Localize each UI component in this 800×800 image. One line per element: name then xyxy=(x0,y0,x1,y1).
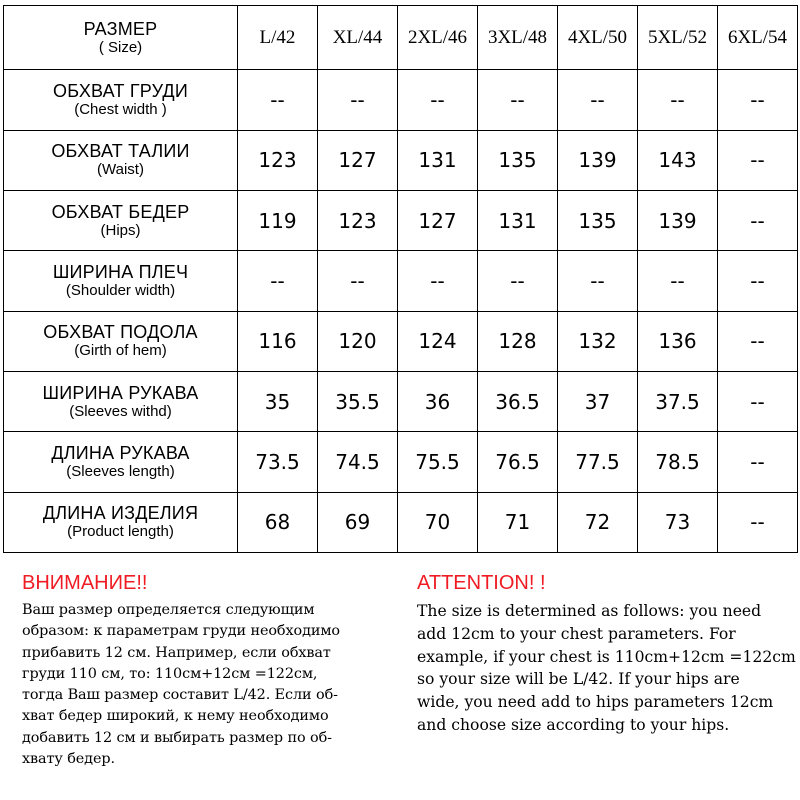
measurement-label xyxy=(4,492,238,552)
measurement-value: 74.5 xyxy=(318,432,398,492)
measurement-value: 35.5 xyxy=(318,371,398,431)
measurement-label xyxy=(4,371,238,431)
notice-line: тогда Ваш размер составит L/42. Если об- xyxy=(22,687,338,704)
measurement-value: -- xyxy=(718,371,798,431)
measurement-value: 131 xyxy=(478,191,558,251)
notice-ru xyxy=(22,568,407,770)
notice-ru-body xyxy=(22,600,407,770)
size-column-header: 5XL/52 xyxy=(638,6,718,70)
measurement-row xyxy=(4,492,798,552)
measurement-row xyxy=(4,130,798,190)
measurement-row xyxy=(4,251,798,311)
size-column-header: XL/44 xyxy=(318,6,398,70)
measurement-label-ru: ШИРИНА РУКАВА xyxy=(42,382,199,403)
notice-en-title: ATTENTION! ! xyxy=(417,572,546,594)
measurement-label xyxy=(4,130,238,190)
measurement-value: 37.5 xyxy=(638,371,718,431)
size-column-header: 2XL/46 xyxy=(398,6,478,70)
size-chart-table xyxy=(3,5,798,553)
measurement-value: 77.5 xyxy=(558,432,638,492)
measurement-value: 120 xyxy=(318,311,398,371)
measurement-value: 72 xyxy=(558,492,638,552)
measurement-value: 78.5 xyxy=(638,432,718,492)
measurement-value: 124 xyxy=(398,311,478,371)
measurement-row xyxy=(4,432,798,492)
measurement-value: 36 xyxy=(398,371,478,431)
measurement-value: -- xyxy=(318,251,398,311)
size-column-header: 4XL/50 xyxy=(558,6,638,70)
measurement-label-en: (Shoulder width) xyxy=(65,282,176,299)
notice-line: and choose size according to your hips. xyxy=(417,715,730,734)
size-label-en: ( Size) xyxy=(98,38,143,56)
measurement-value: -- xyxy=(478,70,558,130)
measurement-label-ru: ОБХВАТ ТАЛИИ xyxy=(51,141,190,162)
notice-en-body xyxy=(417,600,797,737)
measurement-label xyxy=(4,191,238,251)
notice-line: add 12cm to your chest parameters. For xyxy=(417,624,736,643)
notice-line: Ваш размер определяется следующим xyxy=(22,602,315,618)
measurement-value: -- xyxy=(718,70,798,130)
measurement-row xyxy=(4,311,798,371)
measurement-label xyxy=(4,70,238,130)
measurement-label-ru: ОБХВАТ БЕДЕР xyxy=(51,201,190,222)
measurement-label-en: (Sleeves withd) xyxy=(69,402,172,420)
measurement-value: 135 xyxy=(478,130,558,190)
measurement-value: 135 xyxy=(558,191,638,251)
notice-line: wide, you need add to hips parameters 12cm xyxy=(417,693,774,712)
measurement-value: -- xyxy=(398,70,478,130)
measurement-value: 73 xyxy=(638,492,718,552)
measurement-value: 73.5 xyxy=(238,432,318,492)
size-column-header: 6XL/54 xyxy=(718,6,798,70)
measurement-value: 123 xyxy=(318,191,398,251)
size-column-header: L/42 xyxy=(238,6,318,70)
measurement-value: 71 xyxy=(478,492,558,552)
measurement-value: 127 xyxy=(398,191,478,251)
measurement-value: 139 xyxy=(638,191,718,251)
measurement-label-ru: ДЛИНА ИЗДЕЛИЯ xyxy=(42,503,199,524)
measurement-label xyxy=(4,311,238,371)
notice-line: добавить 12 см и выбирать размер по об- xyxy=(22,729,332,746)
measurement-value: 136 xyxy=(638,311,718,371)
measurement-row xyxy=(4,191,798,251)
measurement-label-ru: ШИРИНА ПЛЕЧ xyxy=(52,262,189,282)
measurement-value: 76.5 xyxy=(478,432,558,492)
measurement-value: -- xyxy=(478,251,558,311)
measurement-label xyxy=(4,432,238,492)
measurement-value: -- xyxy=(558,251,638,311)
notice-en xyxy=(417,568,797,737)
measurement-value: 123 xyxy=(238,130,318,190)
measurement-value: -- xyxy=(718,492,798,552)
measurement-value: 128 xyxy=(478,311,558,371)
measurement-value: -- xyxy=(238,251,318,311)
notice-line: хват бедер широкий, к нему необходимо xyxy=(22,708,329,725)
size-column-header: 3XL/48 xyxy=(478,6,558,70)
measurement-value: -- xyxy=(718,130,798,190)
size-label-ru: РАЗМЕР xyxy=(83,18,158,39)
measurement-value: 139 xyxy=(558,130,638,190)
measurement-value: -- xyxy=(718,251,798,311)
measurement-value: 127 xyxy=(318,130,398,190)
measurement-row xyxy=(4,371,798,431)
measurement-value: 37 xyxy=(558,371,638,431)
measurement-row xyxy=(4,70,798,130)
measurement-value: 68 xyxy=(238,492,318,552)
measurement-label-en: (Sleeves length) xyxy=(66,462,175,480)
size-header-label xyxy=(4,6,238,70)
measurement-value: 36.5 xyxy=(478,371,558,431)
measurement-label-ru: ОБХВАТ ПОДОЛА xyxy=(43,322,198,343)
measurement-value: 119 xyxy=(238,191,318,251)
measurement-label-en: (Waist) xyxy=(97,161,144,179)
measurement-value: -- xyxy=(398,251,478,311)
notice-ru-title: ВНИМАНИЕ!! xyxy=(22,572,148,594)
measurement-value: 116 xyxy=(238,311,318,371)
measurement-value: -- xyxy=(718,432,798,492)
measurement-value: 75.5 xyxy=(398,432,478,492)
measurement-value: -- xyxy=(558,70,638,130)
measurement-value: 70 xyxy=(398,492,478,552)
measurement-value: 35 xyxy=(238,371,318,431)
measurement-value: 131 xyxy=(398,130,478,190)
measurement-value: -- xyxy=(718,191,798,251)
measurement-value: 69 xyxy=(318,492,398,552)
notice-line: прибавить 12 см. Например, если обхват xyxy=(22,644,331,661)
measurement-label-ru: ДЛИНА РУКАВА xyxy=(51,442,190,463)
notice-line: хвату бедер. xyxy=(22,751,115,768)
notice-line: образом: к параметрам груди необходимо xyxy=(22,623,340,640)
measurement-value: -- xyxy=(238,70,318,130)
notice-line: The size is determined as follows: you need xyxy=(417,602,762,620)
measurement-value: 132 xyxy=(558,311,638,371)
measurement-value: -- xyxy=(638,251,718,311)
notice-line: груди 110 см, то: 110см+12см =122см, xyxy=(22,665,318,682)
measurement-label-en: (Hips) xyxy=(100,221,141,239)
measurement-label-en: (Girth of hem) xyxy=(74,342,167,360)
notice-line: so your size will be L/42. If your hips are xyxy=(417,670,740,689)
measurement-label-en: (Chest width ) xyxy=(74,101,167,119)
measurement-value: -- xyxy=(638,70,718,130)
measurement-label-en: (Product length) xyxy=(67,523,174,541)
size-header-row xyxy=(4,6,798,70)
measurement-value: -- xyxy=(318,70,398,130)
measurement-label xyxy=(4,251,238,311)
notice-line: example, if your chest is 110cm+12cm =122cm xyxy=(417,647,796,666)
measurement-label-ru: ОБХВАТ ГРУДИ xyxy=(53,81,188,102)
measurement-value: -- xyxy=(718,311,798,371)
measurement-value: 143 xyxy=(638,130,718,190)
